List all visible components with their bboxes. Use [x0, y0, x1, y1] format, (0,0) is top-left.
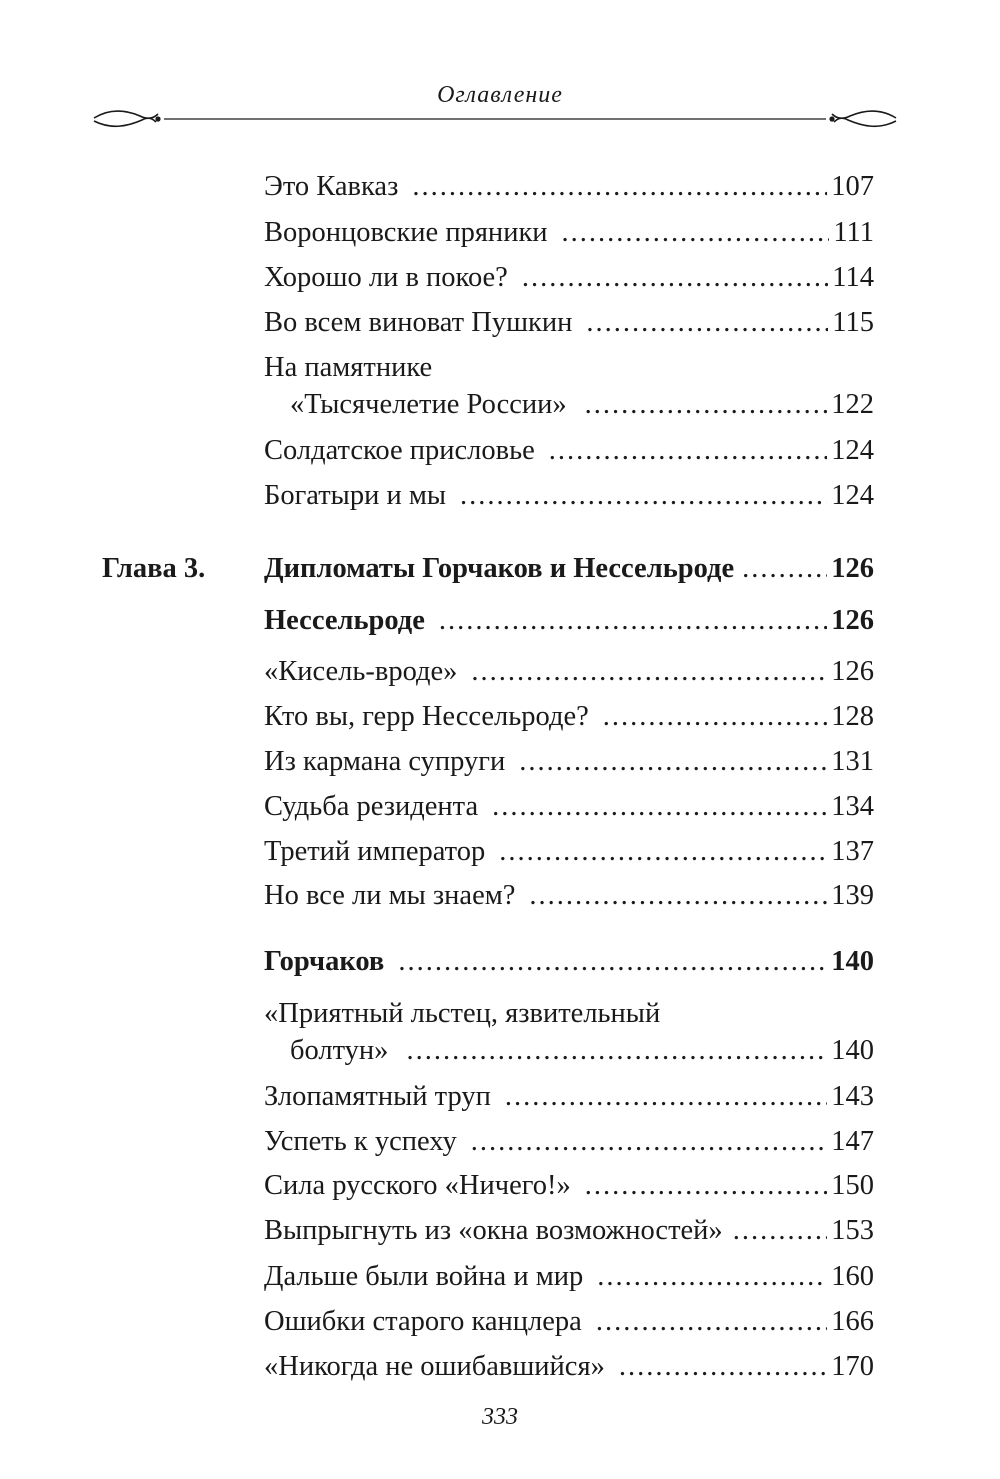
toc-entry: Дальше были война и мир ..... 160	[264, 1258, 874, 1296]
toc-entry: Злопамятный труп ..... 143	[264, 1078, 874, 1116]
toc-entry: Судьба резидента ..... 134	[264, 788, 874, 826]
toc-entry: Третий император ..... 137	[264, 833, 874, 871]
toc-entry: Кто вы, герр Нессельроде? ..... 128	[264, 698, 874, 736]
toc-entry: Сила русского «Ничего!» ..... 150	[264, 1167, 874, 1205]
toc-entry: Это Кавказ ..... 107	[264, 168, 874, 206]
toc-entry: Воронцовские пряники ..... 111	[264, 214, 874, 252]
section-heading-nesselrode: Нессельроде ..... 126	[264, 602, 874, 640]
toc-entry: «Никогда не ошибавшийся» ..... 170	[264, 1348, 874, 1386]
toc-entry: Во всем виноват Пушкин ..... 115	[264, 304, 874, 342]
toc-entry-first-line: На памятнике	[264, 352, 433, 383]
toc-entry: «Тысячелетие России» ..... 122	[290, 386, 874, 424]
toc-entry: «Кисель-вроде» ..... 126	[264, 653, 874, 691]
section-heading-gorchakov: Горчаков ..... 140	[264, 943, 874, 981]
toc-entry: Из кармана супруги ..... 131	[264, 743, 874, 781]
toc-entry: Солдатское присловье ..... 124	[264, 432, 874, 470]
toc-entry-first-line: «Приятный льстец, язвительный	[264, 998, 661, 1029]
chapter-label: Глава 3.	[102, 553, 206, 584]
toc-entry: Богатыри и мы ..... 124	[264, 477, 874, 515]
header-ornament-icon	[92, 104, 898, 134]
toc-entry: Но все ли мы знаем? ..... 139	[264, 877, 874, 915]
running-header: Оглавление	[437, 82, 563, 108]
toc-entry: Выпрыгнуть из «окна возможностей» ..... 153	[264, 1212, 874, 1250]
toc-entry: болтун» ..... 140	[290, 1032, 874, 1070]
toc-entry: Хорошо ли в покое? ..... 114	[264, 259, 874, 297]
chapter-title-entry: Дипломаты Горчаков и Нессельроде ..... 126	[264, 550, 874, 588]
page-number: 333	[482, 1404, 518, 1430]
toc-entry: Успеть к успеху ..... 147	[264, 1123, 874, 1161]
toc-entry: Ошибки старого канцлера ..... 166	[264, 1303, 874, 1341]
